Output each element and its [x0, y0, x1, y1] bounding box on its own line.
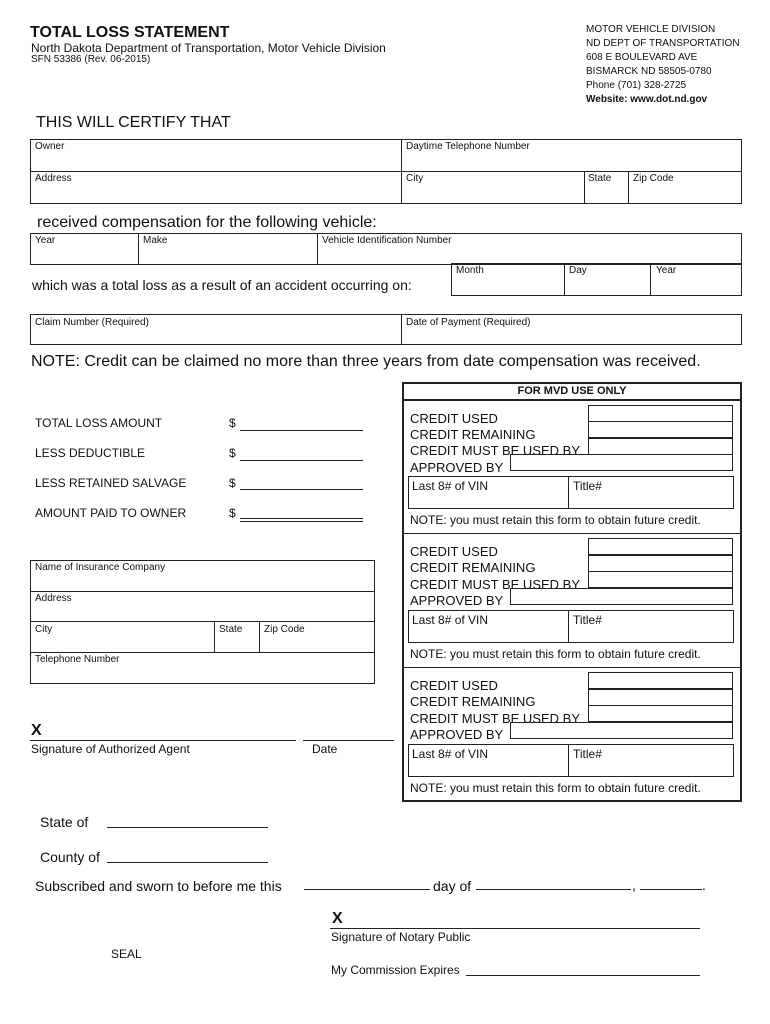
agency-address [586, 23, 740, 107]
agent-signature-label: Signature of Authorized Agent [31, 742, 190, 756]
credit-used-input[interactable] [588, 672, 733, 689]
currency-sign: $ [229, 416, 236, 430]
last8-vin-field[interactable]: Last 8# of VIN [412, 747, 489, 761]
website: Website: www.dot.nd.gov [586, 94, 708, 105]
credit-note: NOTE: Credit can be claimed no more than three years from date compensation was received. [31, 353, 701, 370]
total-loss-label: TOTAL LOSS AMOUNT [35, 416, 163, 430]
year-line[interactable] [640, 889, 702, 890]
last8-vin-field[interactable]: Last 8# of VIN [412, 479, 489, 493]
form-title: TOTAL LOSS STATEMENT [30, 24, 230, 41]
owner-field[interactable]: Owner [35, 141, 65, 152]
claim-number-field[interactable]: Claim Number (Required) [35, 317, 149, 328]
agent-date-label: Date [312, 742, 338, 756]
credit-remaining-input[interactable] [588, 421, 733, 438]
vehicle-heading: received compensation for the following vehicle: [37, 214, 377, 231]
payment-date-field[interactable]: Date of Payment (Required) [406, 317, 531, 328]
retain-note: NOTE: you must retain this form to obtain future credit. [410, 513, 701, 527]
must-use-by-input[interactable] [588, 705, 733, 722]
period: . [702, 877, 706, 893]
certify-heading: THIS WILL CERTIFY THAT [36, 114, 231, 131]
seal-label: SEAL [111, 947, 142, 961]
vehicle-year-field[interactable]: Year [35, 235, 56, 246]
salvage-line[interactable] [240, 489, 363, 490]
approved-by-label: APPROVED BY [410, 460, 504, 475]
county-of-line[interactable] [107, 862, 268, 863]
amount-paid-label: AMOUNT PAID TO OWNER [35, 506, 187, 520]
vin-field[interactable]: Vehicle Identification Number [322, 235, 452, 246]
credit-used-input[interactable] [588, 538, 733, 555]
salvage-label: LESS RETAINED SALVAGE [35, 476, 187, 490]
last8-vin-field[interactable]: Last 8# of VIN [412, 613, 489, 627]
credit-remaining-label: CREDIT REMAINING [410, 427, 536, 442]
must-use-by-label: CREDIT MUST BE USED BY [410, 711, 580, 726]
credit-remaining-input[interactable] [588, 555, 733, 572]
address-line: MOTOR VEHICLE DIVISION [586, 24, 716, 35]
agent-x-mark: X [31, 722, 42, 739]
accident-date-box [451, 263, 742, 296]
insurance-zip-field[interactable]: Zip Code [264, 624, 305, 635]
approved-by-input[interactable] [510, 588, 733, 605]
daytime-phone-field[interactable]: Daytime Telephone Number [406, 141, 530, 152]
address-line: Phone (701) 328-2725 [586, 80, 687, 91]
state-of-line[interactable] [107, 827, 268, 828]
commission-label: My Commission Expires [331, 963, 460, 977]
commission-line[interactable] [466, 975, 700, 976]
amount-paid-line[interactable] [240, 518, 363, 519]
agent-signature-line[interactable] [30, 740, 296, 741]
subscribed-day-line[interactable] [304, 889, 430, 890]
credit-used-label: CREDIT USED [410, 678, 498, 693]
insurance-box [30, 560, 375, 684]
agent-date-line[interactable] [303, 740, 394, 741]
approved-by-input[interactable] [510, 454, 733, 471]
must-use-by-label: CREDIT MUST BE USED BY [410, 443, 580, 458]
approved-by-input[interactable] [510, 722, 733, 739]
accident-year-field[interactable]: Year [656, 265, 677, 276]
vehicle-make-field[interactable]: Make [143, 235, 168, 246]
approved-by-label: APPROVED BY [410, 727, 504, 742]
insurance-address-field[interactable]: Address [35, 593, 72, 604]
form-number: SFN 53386 (Rev. 06-2015) [31, 54, 151, 65]
credit-remaining-input[interactable] [588, 689, 733, 706]
currency-sign: $ [229, 446, 236, 460]
comma: , [632, 877, 636, 893]
address-field[interactable]: Address [35, 173, 72, 184]
notary-x-mark: X [332, 910, 343, 927]
address-line: BISMARCK ND 58505-0780 [586, 66, 712, 77]
currency-sign: $ [229, 506, 236, 520]
state-of-label: State of [40, 814, 89, 830]
credit-remaining-label: CREDIT REMAINING [410, 560, 536, 575]
deductible-label: LESS DEDUCTIBLE [35, 446, 146, 460]
must-use-by-input[interactable] [588, 438, 733, 455]
accident-text: which was a total loss as a result of an accident occurring on: [32, 277, 412, 293]
insurance-phone-field[interactable]: Telephone Number [35, 654, 120, 665]
address-line: 608 E BOULEVARD AVE [586, 52, 698, 63]
currency-sign: $ [229, 476, 236, 490]
insurance-city-field[interactable]: City [35, 624, 53, 635]
must-use-by-input[interactable] [588, 571, 733, 588]
deductible-line[interactable] [240, 460, 363, 461]
title-number-field[interactable]: Title# [573, 747, 602, 761]
insurance-company-field[interactable]: Name of Insurance Company [35, 562, 166, 573]
day-of-label: day of [433, 878, 472, 894]
retain-note: NOTE: you must retain this form to obtain future credit. [410, 781, 701, 795]
mvd-heading: FOR MVD USE ONLY [517, 385, 627, 397]
credit-used-input[interactable] [588, 405, 733, 422]
insurance-state-field[interactable]: State [219, 624, 243, 635]
county-of-label: County of [40, 849, 100, 865]
subscribed-label: Subscribed and sworn to before me this [35, 878, 282, 894]
credit-remaining-label: CREDIT REMAINING [410, 694, 536, 709]
approved-by-label: APPROVED BY [410, 593, 504, 608]
credit-used-label: CREDIT USED [410, 411, 498, 426]
state-field[interactable]: State [588, 173, 612, 184]
notary-signature-line[interactable] [330, 928, 700, 929]
total-loss-line[interactable] [240, 430, 363, 431]
month-line[interactable] [476, 889, 631, 890]
title-number-field[interactable]: Title# [573, 613, 602, 627]
must-use-by-label: CREDIT MUST BE USED BY [410, 577, 580, 592]
accident-day-field[interactable]: Day [569, 265, 587, 276]
retain-note: NOTE: you must retain this form to obtain future credit. [410, 647, 701, 661]
city-field[interactable]: City [406, 173, 424, 184]
title-number-field[interactable]: Title# [573, 479, 602, 493]
accident-month-field[interactable]: Month [456, 265, 484, 276]
zip-field[interactable]: Zip Code [633, 173, 674, 184]
agency-name: North Dakota Department of Transportation, Motor Vehicle Division [31, 41, 386, 55]
credit-used-label: CREDIT USED [410, 544, 498, 559]
notary-signature-label: Signature of Notary Public [331, 930, 471, 944]
address-line: ND DEPT OF TRANSPORTATION [586, 38, 740, 49]
